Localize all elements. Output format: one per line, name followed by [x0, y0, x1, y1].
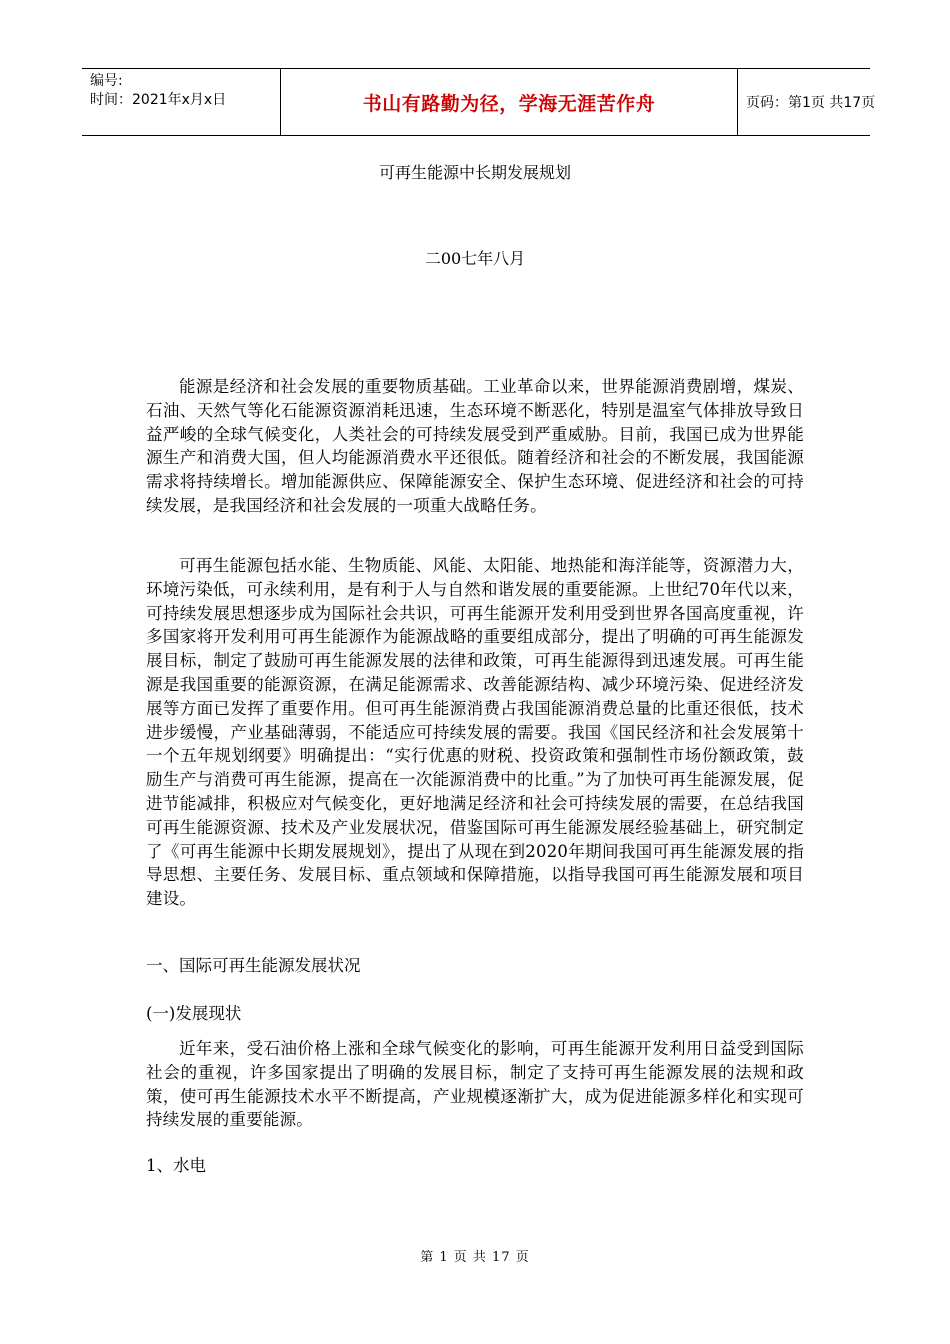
document-title: 可再生能源中长期发展规划 [378, 163, 571, 182]
document-number-label: 编号: [90, 73, 123, 89]
paragraph-renewable-overview: 可再生能源包括水能、生物质能、风能、太阳能、地热能和海洋能等，资源潜力大，环境污染低，可永续利用，是有利于人与自然和谐发展的重要能源。上世纪70年代以来，可持续发展思想逐步成为国际社会共识，可再生能源开发利用受到世界各国高度重视，许多国家将开发利用可再生能源作为能源战略的重要组成部分，提出了明确的可再生能源发展目标，制定了鼓励可再生能源发展的法律和政策，可再生能源得到迅速发展。可再生能源是我国重要的能源资源，在满足能源需求、改善能源结构、减少环境污染、促进经济发展等方面已发挥了重要作用。但可再生能源消费占我国能源消费总量的比重还很低，技术进步缓慢，产业基础薄弱，不能适应可持续发展的需要。我国《国民经济和社会发展第十一个五年规划纲要》明确提出：“实行优惠的财税、投资政策和强制性市场份额政策，鼓励生产与消费可再生能源，提高在一次能源消费中的比重。”为了加快可再生能源发展，促进节能减排，积极应对气候变化，更好地满足经济和社会可持续发展的需要，在总结我国可再生能源资源、技术及产业发展状况，借鉴国际可再生能源发展经验基础上，研究制定了《可再生能源中长期发展规划》，提出了从现在到2020年期间我国可再生能源发展的指导思想、主要任务、发展目标、重点领域和保障措施，以指导我国可再生能源发展和项目建设。 [146, 556, 804, 909]
document-date: 二00七年八月 [424, 249, 526, 268]
document-time-label: 时间：2021年x月x日 [90, 92, 227, 108]
subsection-heading: (一)发展现状 [146, 1004, 242, 1023]
page-footer: 第 1 页 共 17 页 [420, 1250, 530, 1265]
paragraph-intro: 能源是经济和社会发展的重要物质基础。工业革命以来，世界能源消费剧增，煤炭、石油、天然气等化石能源资源消耗迅速，生态环境不断恶化，特别是温室气体排放导致日益严峻的全球气候变化，人类社会的可持续发展受到严重威胁。目前，我国已成为世界能源生产和消费大国，但人均能源消费水平还很低。随着经济和社会的不断发展，我国能源需求将持续增长。增加能源供应、保障能源安全、保护生态环境、促进经济和社会的可持续发展，是我国经济和社会发展的一项重大战略任务。 [146, 377, 804, 515]
header-meta [82, 69, 280, 135]
item-heading: 1、水电 [146, 1156, 206, 1175]
header-page-info: 页码：第1页 共17页 [746, 95, 876, 111]
paragraph-current-status: 近年来，受石油价格上涨和全球气候变化的影响，可再生能源开发利用日益受到国际社会的重视，许多国家提出了明确的发展目标，制定了支持可再生能源发展的法规和政策，使可再生能源技术水平不断提高，产业规模逐渐扩大，成为促进能源多样化和实现可持续发展的重要能源。 [146, 1039, 804, 1130]
page-header [82, 68, 876, 136]
header-motto: 书山有路勤为径，学海无涯苦作舟 [280, 69, 738, 135]
section-heading: 一、国际可再生能源发展状况 [146, 956, 361, 975]
